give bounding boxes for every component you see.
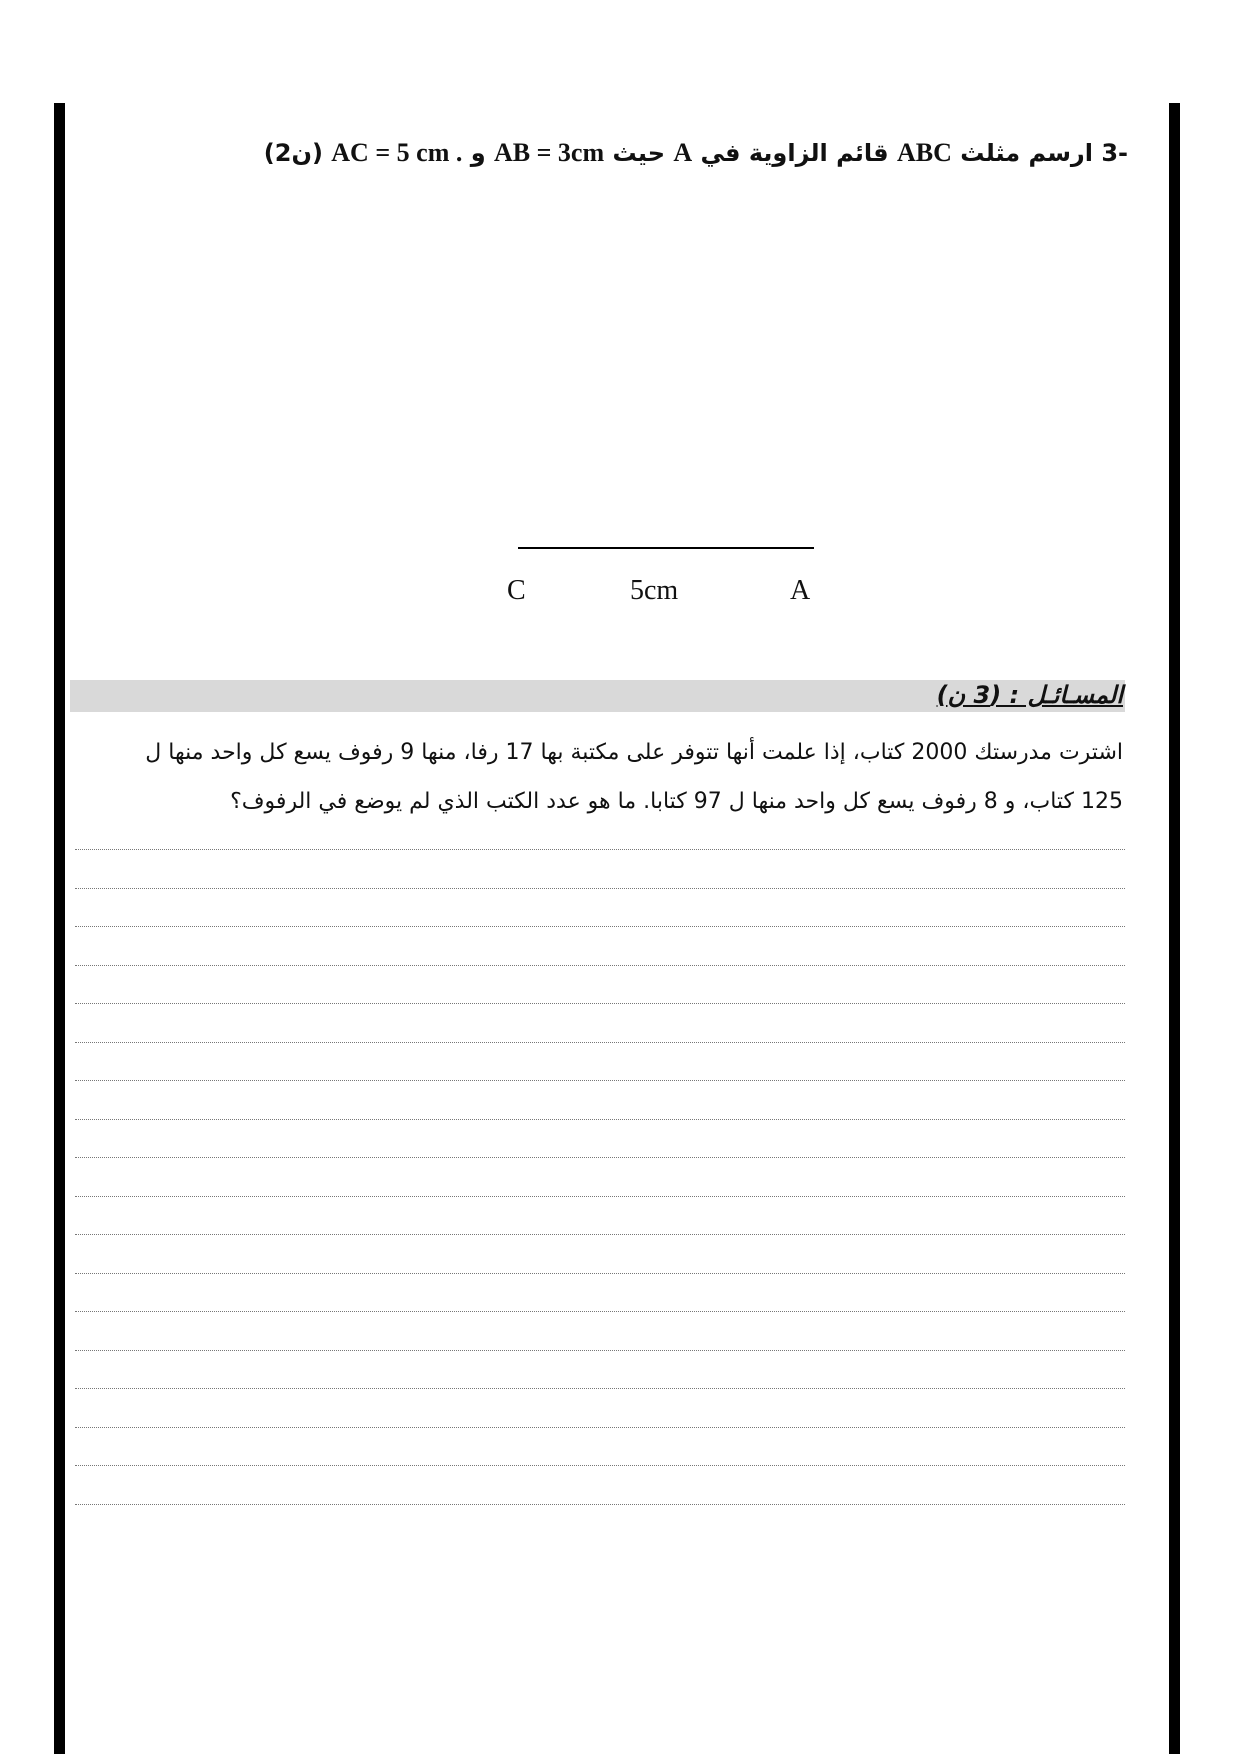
answer-line (75, 1427, 1125, 1428)
question-points: (ن2) (263, 139, 323, 167)
question-text-3: حيث (612, 139, 665, 167)
triangle-name: ABC (897, 138, 952, 167)
answer-line (75, 849, 1125, 850)
left-border-bar (54, 103, 65, 1754)
answer-line (75, 1042, 1125, 1043)
answer-lines-area (75, 849, 1125, 1542)
problems-section-title: المسـائـل : (3 ن) (936, 681, 1123, 709)
answer-line (75, 1080, 1125, 1081)
question-text-2: قائم الزاوية في (700, 139, 889, 167)
answer-line (75, 1157, 1125, 1158)
answer-line (75, 1003, 1125, 1004)
answer-line (75, 965, 1125, 966)
point-a-label: A (790, 575, 811, 606)
ac-length: AC = 5 cm . (331, 138, 463, 167)
segment-length-label: 5cm (630, 575, 679, 606)
answer-line (75, 926, 1125, 927)
question-text-1: ارسم مثلث (960, 139, 1093, 167)
answer-line (75, 1119, 1125, 1120)
answer-line (75, 888, 1125, 889)
answer-line (75, 1234, 1125, 1235)
right-border-bar (1169, 103, 1180, 1754)
problem-text-line-1: اشترت مدرستك 2000 كتاب، إذا علمت أنها تتوفر على مكتبة بها 17 رفا، منها 9 رفوف يسع كل واحد منها ل (145, 740, 1123, 765)
answer-line (75, 1311, 1125, 1312)
answer-line (75, 1196, 1125, 1197)
and-word: و (470, 139, 486, 167)
segment-ac (518, 547, 814, 549)
answer-line (75, 1504, 1125, 1505)
answer-line (75, 1273, 1125, 1274)
answer-line (75, 1388, 1125, 1389)
right-angle-vertex: A (673, 138, 693, 167)
point-c-label: C (507, 575, 526, 606)
question-number: -3 (1101, 139, 1128, 167)
answer-line (75, 1350, 1125, 1351)
question-3-title (228, 138, 1128, 168)
ab-length: AB = 3cm (494, 138, 605, 167)
problem-text-line-2: 125 كتاب، و 8 رفوف يسع كل واحد منها ل 97 كتابا. ما هو عدد الكتب الذي لم يوضع في الرفوف؟ (230, 789, 1123, 814)
answer-line (75, 1465, 1125, 1466)
